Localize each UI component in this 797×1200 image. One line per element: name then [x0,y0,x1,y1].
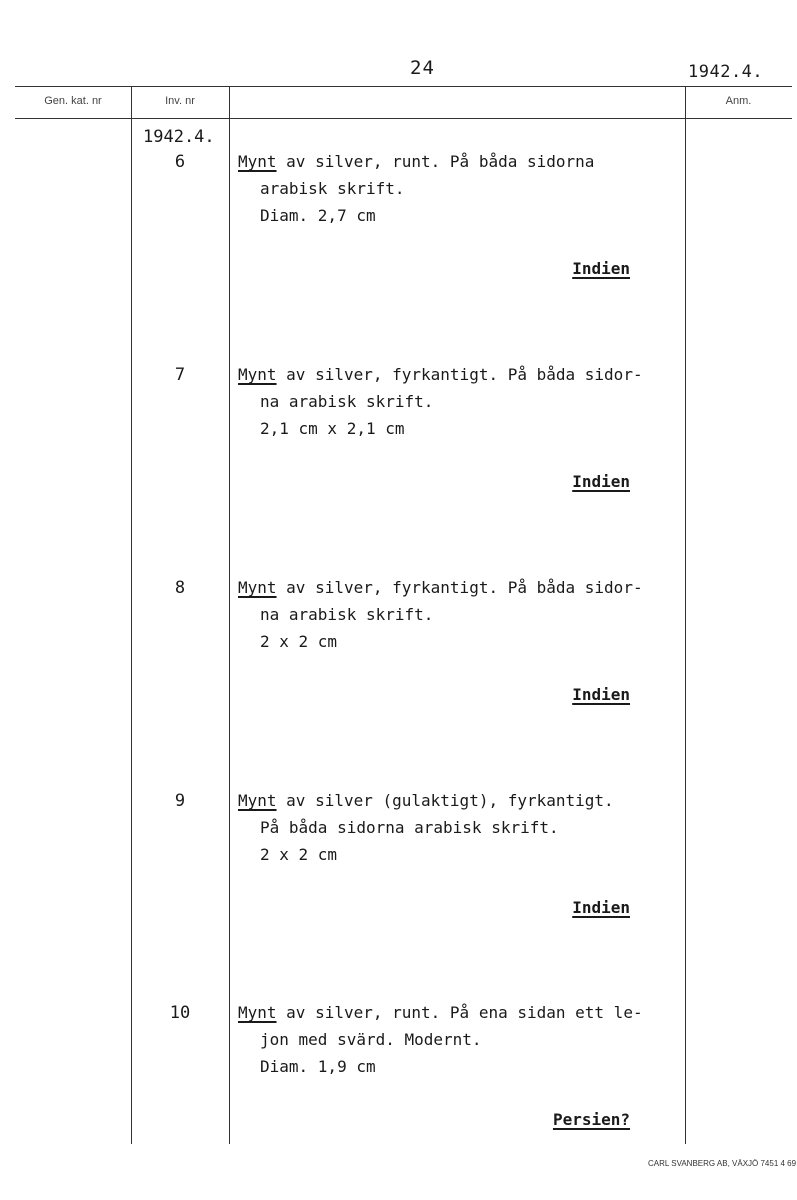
object-keyword: Mynt [238,578,277,597]
inventory-number: 9 [174,791,186,811]
column-header-anm: Anm. [725,95,752,107]
description-text: av silver, runt. På ena sidan ett le- [276,1003,643,1022]
inventory-number: 8 [174,578,186,598]
description-line [238,365,643,384]
inventory-number: 10 [169,1003,191,1023]
description-line [238,791,614,810]
description-text: av silver, fyrkantigt. På båda sidor- [276,578,643,597]
column-header-gen-kat: Gen. kat. nr [44,95,102,107]
dimension-line: Diam. 1,9 cm [260,1057,376,1076]
object-keyword: Mynt [238,1003,277,1022]
column-rule-right [685,86,686,1144]
printer-mark: CARL SVANBERG AB, VÄXJÖ 7451 4 69 [648,1159,797,1168]
origin-label: Indien [572,898,630,917]
origin-label: Indien [572,472,630,491]
series-header: 1942.4. [688,62,764,82]
page-number: 24 [410,57,435,79]
description-line: na arabisk skrift. [260,392,434,411]
column-rule-left [131,86,132,1144]
object-keyword: Mynt [238,365,277,384]
description-line [238,152,594,171]
column-rule-middle [229,86,230,1144]
origin-label: Persien? [552,1110,630,1129]
series-prefix: 1942.4. [143,127,215,147]
description-line: na arabisk skrift. [260,605,434,624]
object-keyword: Mynt [238,791,277,810]
dimension-line: Diam. 2,7 cm [260,206,376,225]
column-header-inv: Inv. nr [165,95,195,107]
description-text: av silver, runt. På båda sidorna [276,152,595,171]
object-keyword: Mynt [238,152,277,171]
origin-label: Indien [572,259,630,278]
inventory-number: 7 [174,365,186,385]
description-line: jon med svärd. Modernt. [260,1030,482,1049]
description-line: arabisk skrift. [260,179,405,198]
description-line [238,1003,643,1022]
dimension-line: 2,1 cm x 2,1 cm [260,419,405,438]
inventory-number: 6 [174,152,186,172]
description-line: På båda sidorna arabisk skrift. [260,818,559,837]
description-line [238,578,643,597]
dimension-line: 2 x 2 cm [260,632,338,651]
dimension-line: 2 x 2 cm [260,845,338,864]
description-text: av silver, fyrkantigt. På båda sidor- [276,365,643,384]
description-text: av silver (gulaktigt), fyrkantigt. [276,791,614,810]
origin-label: Indien [572,685,630,704]
